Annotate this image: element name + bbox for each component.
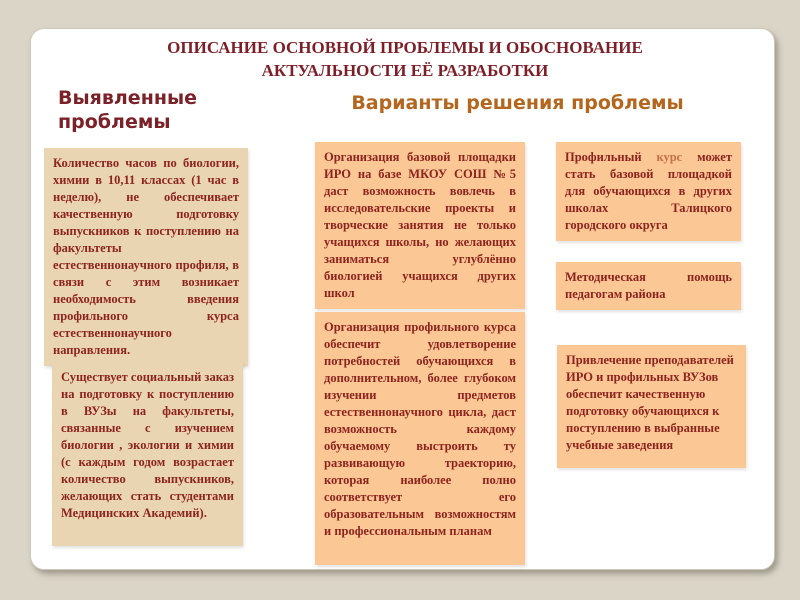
- solution-box-3-text-suffix: может стать базовой площадкой для обучающихся в других школах Талицкого городского округа: [565, 150, 732, 232]
- solution-box-5: [557, 345, 746, 468]
- slide-title: ОПИСАНИЕ ОСНОВНОЙ ПРОБЛЕМЫ И ОБОСНОВАНИЕ АКТУАЛЬНОСТИ ЕЁ РАЗРАБОТКИ: [167, 38, 643, 80]
- solution-box-5-text: Привлечение преподавателей ИРО и профильных ВУЗов обеспечит качественную подготовку обучающихся к поступлению в выбранные учебные заведения: [566, 353, 734, 452]
- problem-box-2-text: Существует социальный заказ на подготовку к поступлению в ВУЗы на факультеты, связанные с изучением биологии , экологии и химии (с каждым годом возрастает количество выпускников, желающих стать студентами Медицинских Академий).: [61, 370, 234, 520]
- solution-box-1: [315, 142, 525, 309]
- solution-box-4: [556, 262, 741, 310]
- solution-box-4-text: Методическая помощь педагогам района: [565, 270, 732, 301]
- solution-box-2-text: Организация профильного курса обеспечит удовлетворение потребностей обучающихся в дополнительном, более глубоком изучении предметов естественнонаучного цикла, даст возможность каждому обучаемому выстроить ту развивающую траекторию, которая наиболее полно соответствует его образовательным возможностям и профессиональным планам: [324, 320, 516, 538]
- problem-box-1: [44, 148, 248, 366]
- problem-box-2: [52, 362, 243, 546]
- problem-box-1-text: Количество часов по биологии, химии в 10,11 классах (1 час в неделю), не обеспечивает качественную подготовку выпускников к поступлению на факультеты естественнонаучного профиля, в связи с этим возникает необходимость введения профильного курса естественнонаучного направления.: [53, 156, 239, 357]
- solution-box-3: [556, 142, 741, 241]
- problems-section-heading: Выявленные проблемы: [58, 87, 198, 133]
- solution-box-3-highlight-word: курс: [656, 150, 683, 164]
- solution-box-1-text: Организация базовой площадки ИРО на базе МКОУ СОШ №5 даст возможность вовлечь в исследовательские проекты и творческие занятия не только учащихся школы, но желающих заниматься углублённо биологией учащихся других школ: [324, 150, 516, 300]
- solutions-section-heading: Варианты решения проблемы: [351, 92, 684, 114]
- solution-box-3-text-prefix: Профильный: [565, 150, 657, 164]
- solution-box-3-text: [565, 149, 732, 234]
- solution-box-2: [315, 312, 525, 565]
